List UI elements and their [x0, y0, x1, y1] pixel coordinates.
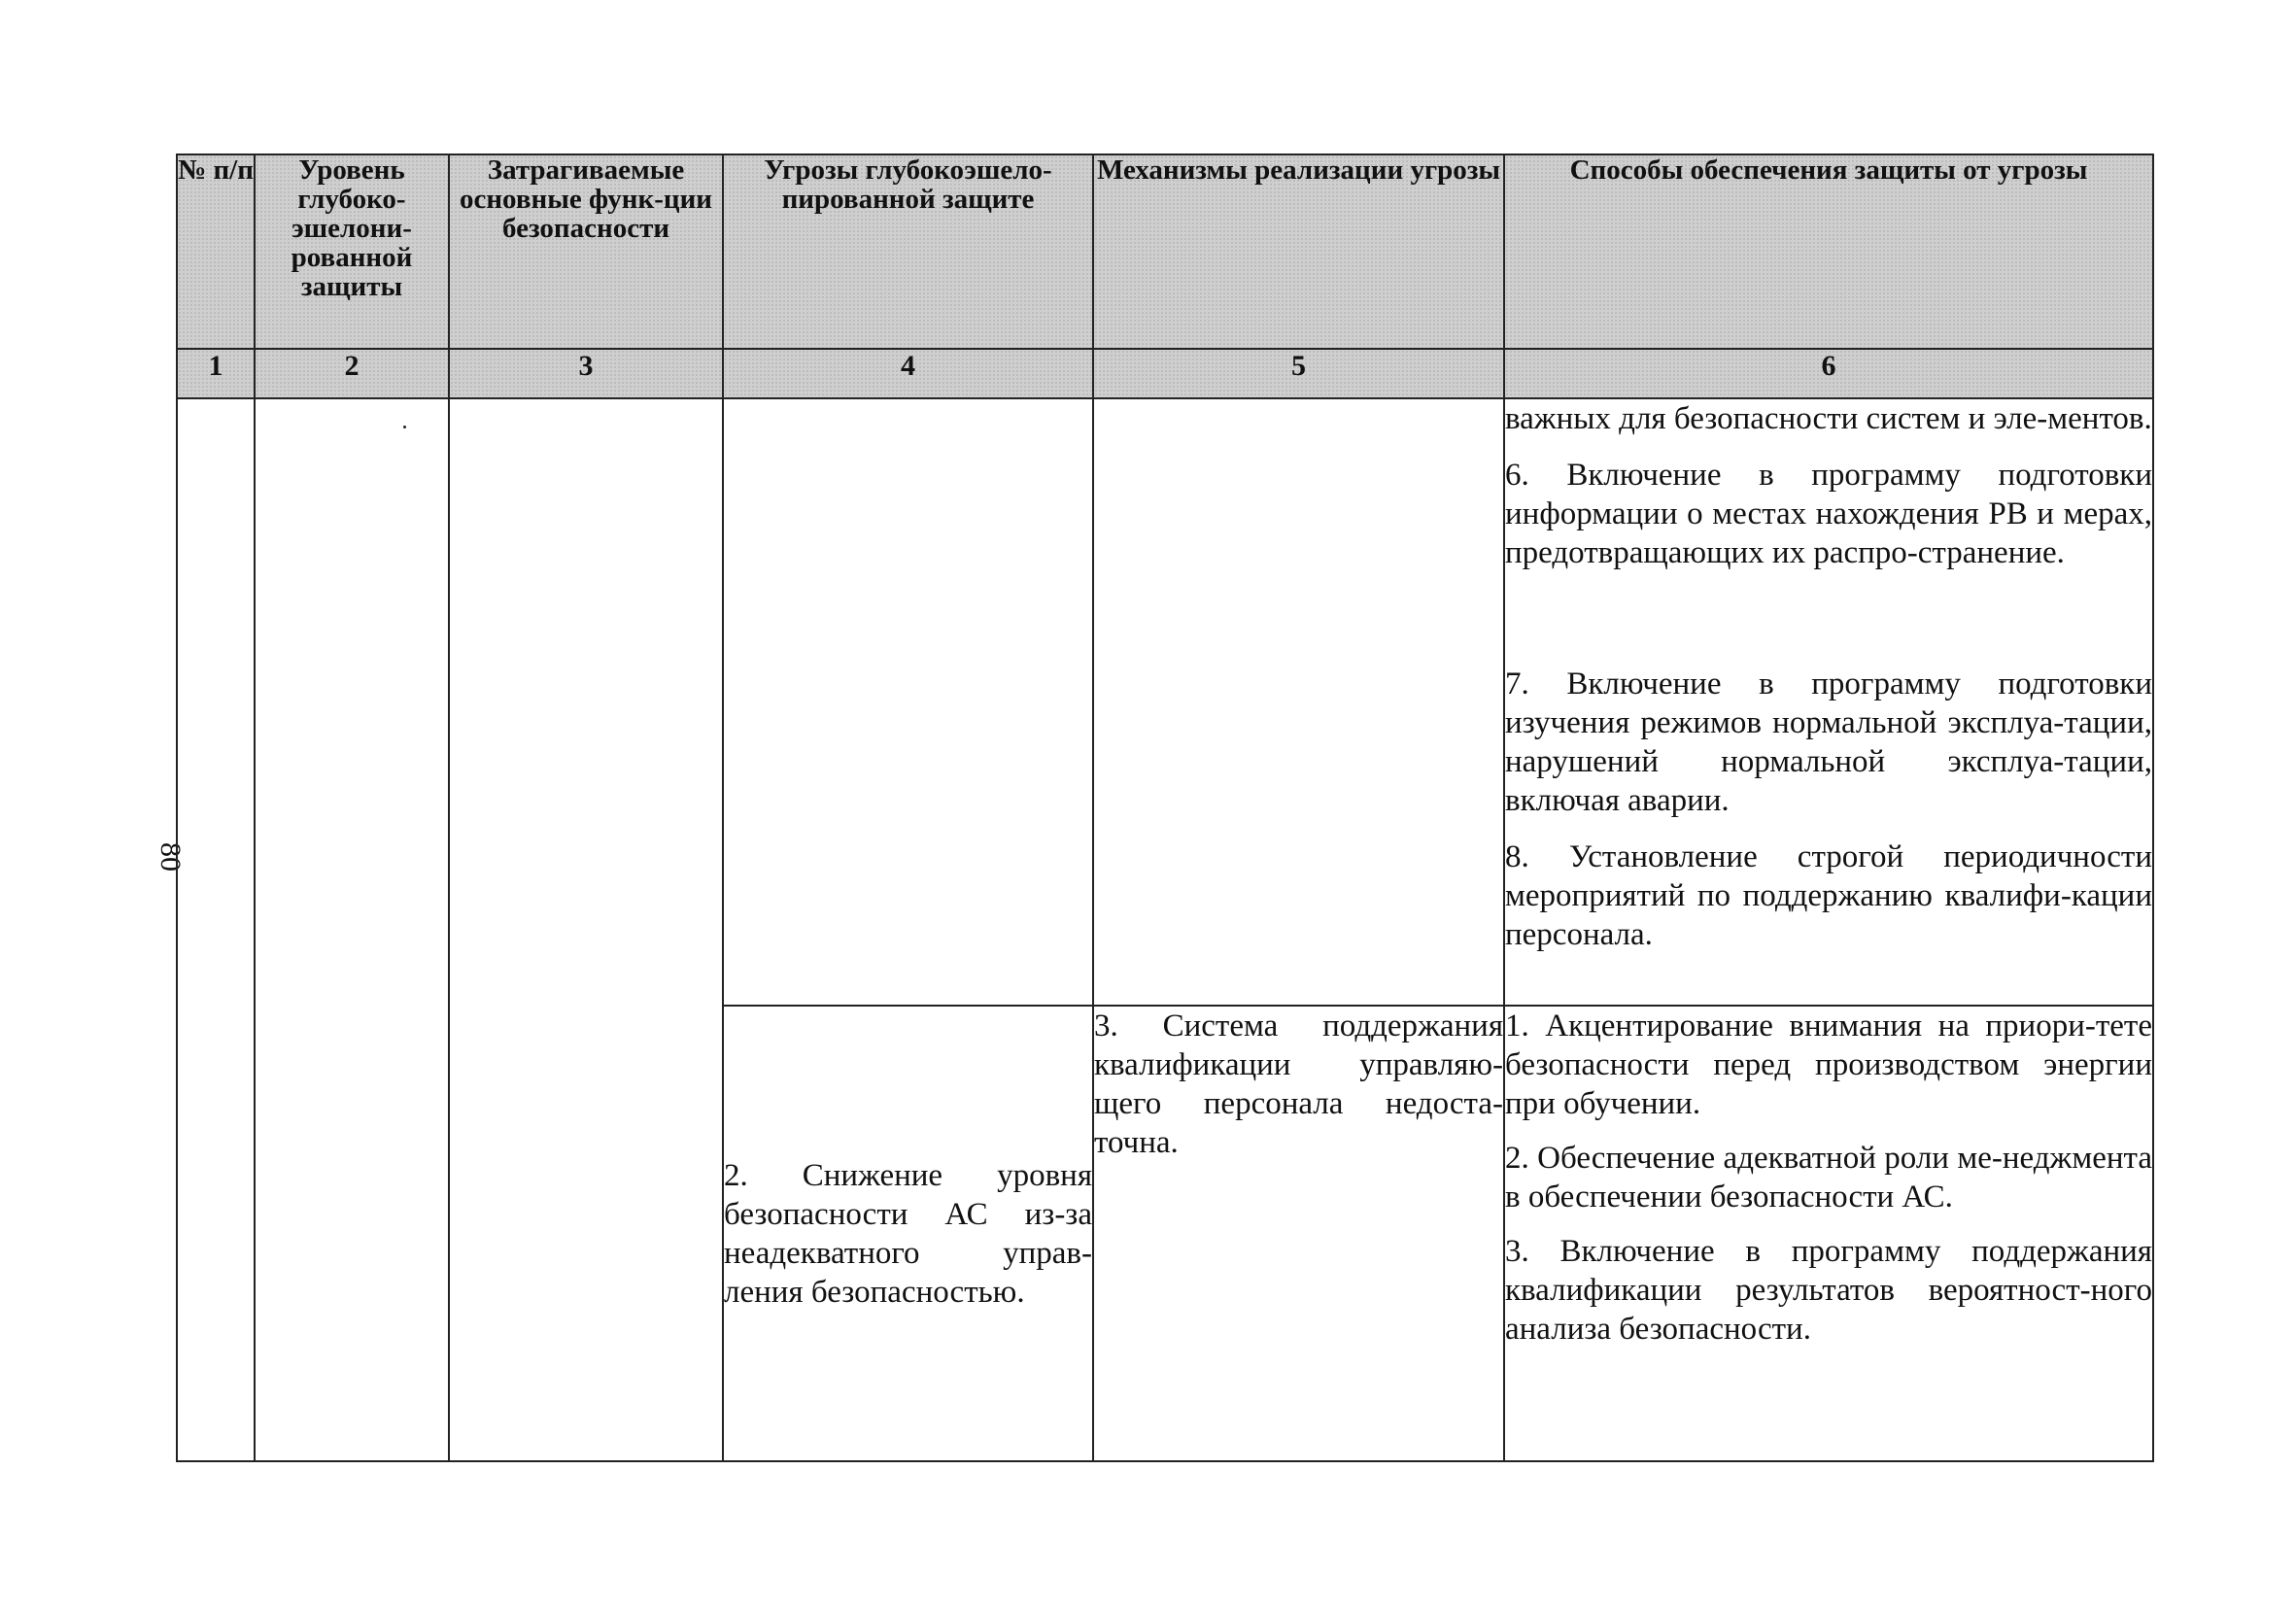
threats-table — [176, 154, 2154, 1462]
column-number-4: 4 — [723, 349, 1093, 397]
header-col-level: Уровень глубоко-эшелони-рованной защиты — [255, 154, 449, 349]
column-number-2: 2 — [255, 349, 449, 397]
cell-protection-measures — [1504, 1006, 2153, 1461]
column-number-row — [177, 349, 2153, 397]
header-col-mechanisms: Механизмы реализации угрозы — [1093, 154, 1504, 349]
page-number: 80 — [154, 842, 187, 872]
cell-functions — [449, 398, 723, 1461]
list-item: 2. Обеспечение адекватной роли ме-неджмента в обеспечении безопасности АС. — [1505, 1141, 2152, 1215]
list-item: 1. Акцентирование внимания на приори-тете безопасности перед производством энергии при обучении. — [1505, 1009, 2152, 1122]
cell-threat-empty — [723, 398, 1093, 1007]
header-col-functions: Затрагиваемые основные функ-ции безопасности — [449, 154, 723, 349]
header-col-threats: Угрозы глубокоэшело-пированной защите — [723, 154, 1093, 349]
cell-level — [255, 398, 449, 1461]
column-number-5: 5 — [1093, 349, 1504, 397]
column-number-1: 1 — [177, 349, 255, 397]
header-col-number: № п/п — [177, 154, 255, 349]
cell-protection-measures — [1504, 398, 2153, 1007]
list-item: важных для безопасности систем и эле-ментов. — [1505, 400, 2152, 436]
list-item: 6. Включение в программу подготовки информации о местах нахождения РВ и мерах, предотвращающих их распро-странение. — [1505, 457, 2152, 570]
list-item: 7. Включение в программу подготовки изучения режимов нормальной эксплуа-тации, нарушений нормальной эксплуа-тации, включая аварии. — [1505, 666, 2152, 818]
cell-mechanism: 3. Система поддержания квалификации управляю-щего персонала недоста-точна. — [1093, 1006, 1504, 1461]
column-number-3: 3 — [449, 349, 723, 397]
cell-mechanism-empty — [1093, 398, 1504, 1007]
column-number-6: 6 — [1504, 349, 2153, 397]
header-row — [177, 154, 2153, 349]
list-item: 3. Включение в программу поддержания квалификации результатов вероятност-ного анализа безопасности. — [1505, 1234, 2152, 1348]
table-row — [177, 398, 2153, 1007]
list-item: 8. Установление строгой периодичности мероприятий по поддержанию квалифи-кации персонала. — [1505, 838, 2152, 952]
header-col-protection: Способы обеспечения защиты от угрозы — [1504, 154, 2153, 349]
cell-threat: 2. Снижение уровня безопасности АС из-за неадекватного управ-ления безопасностью. — [723, 1006, 1093, 1461]
cell-number — [177, 398, 255, 1461]
